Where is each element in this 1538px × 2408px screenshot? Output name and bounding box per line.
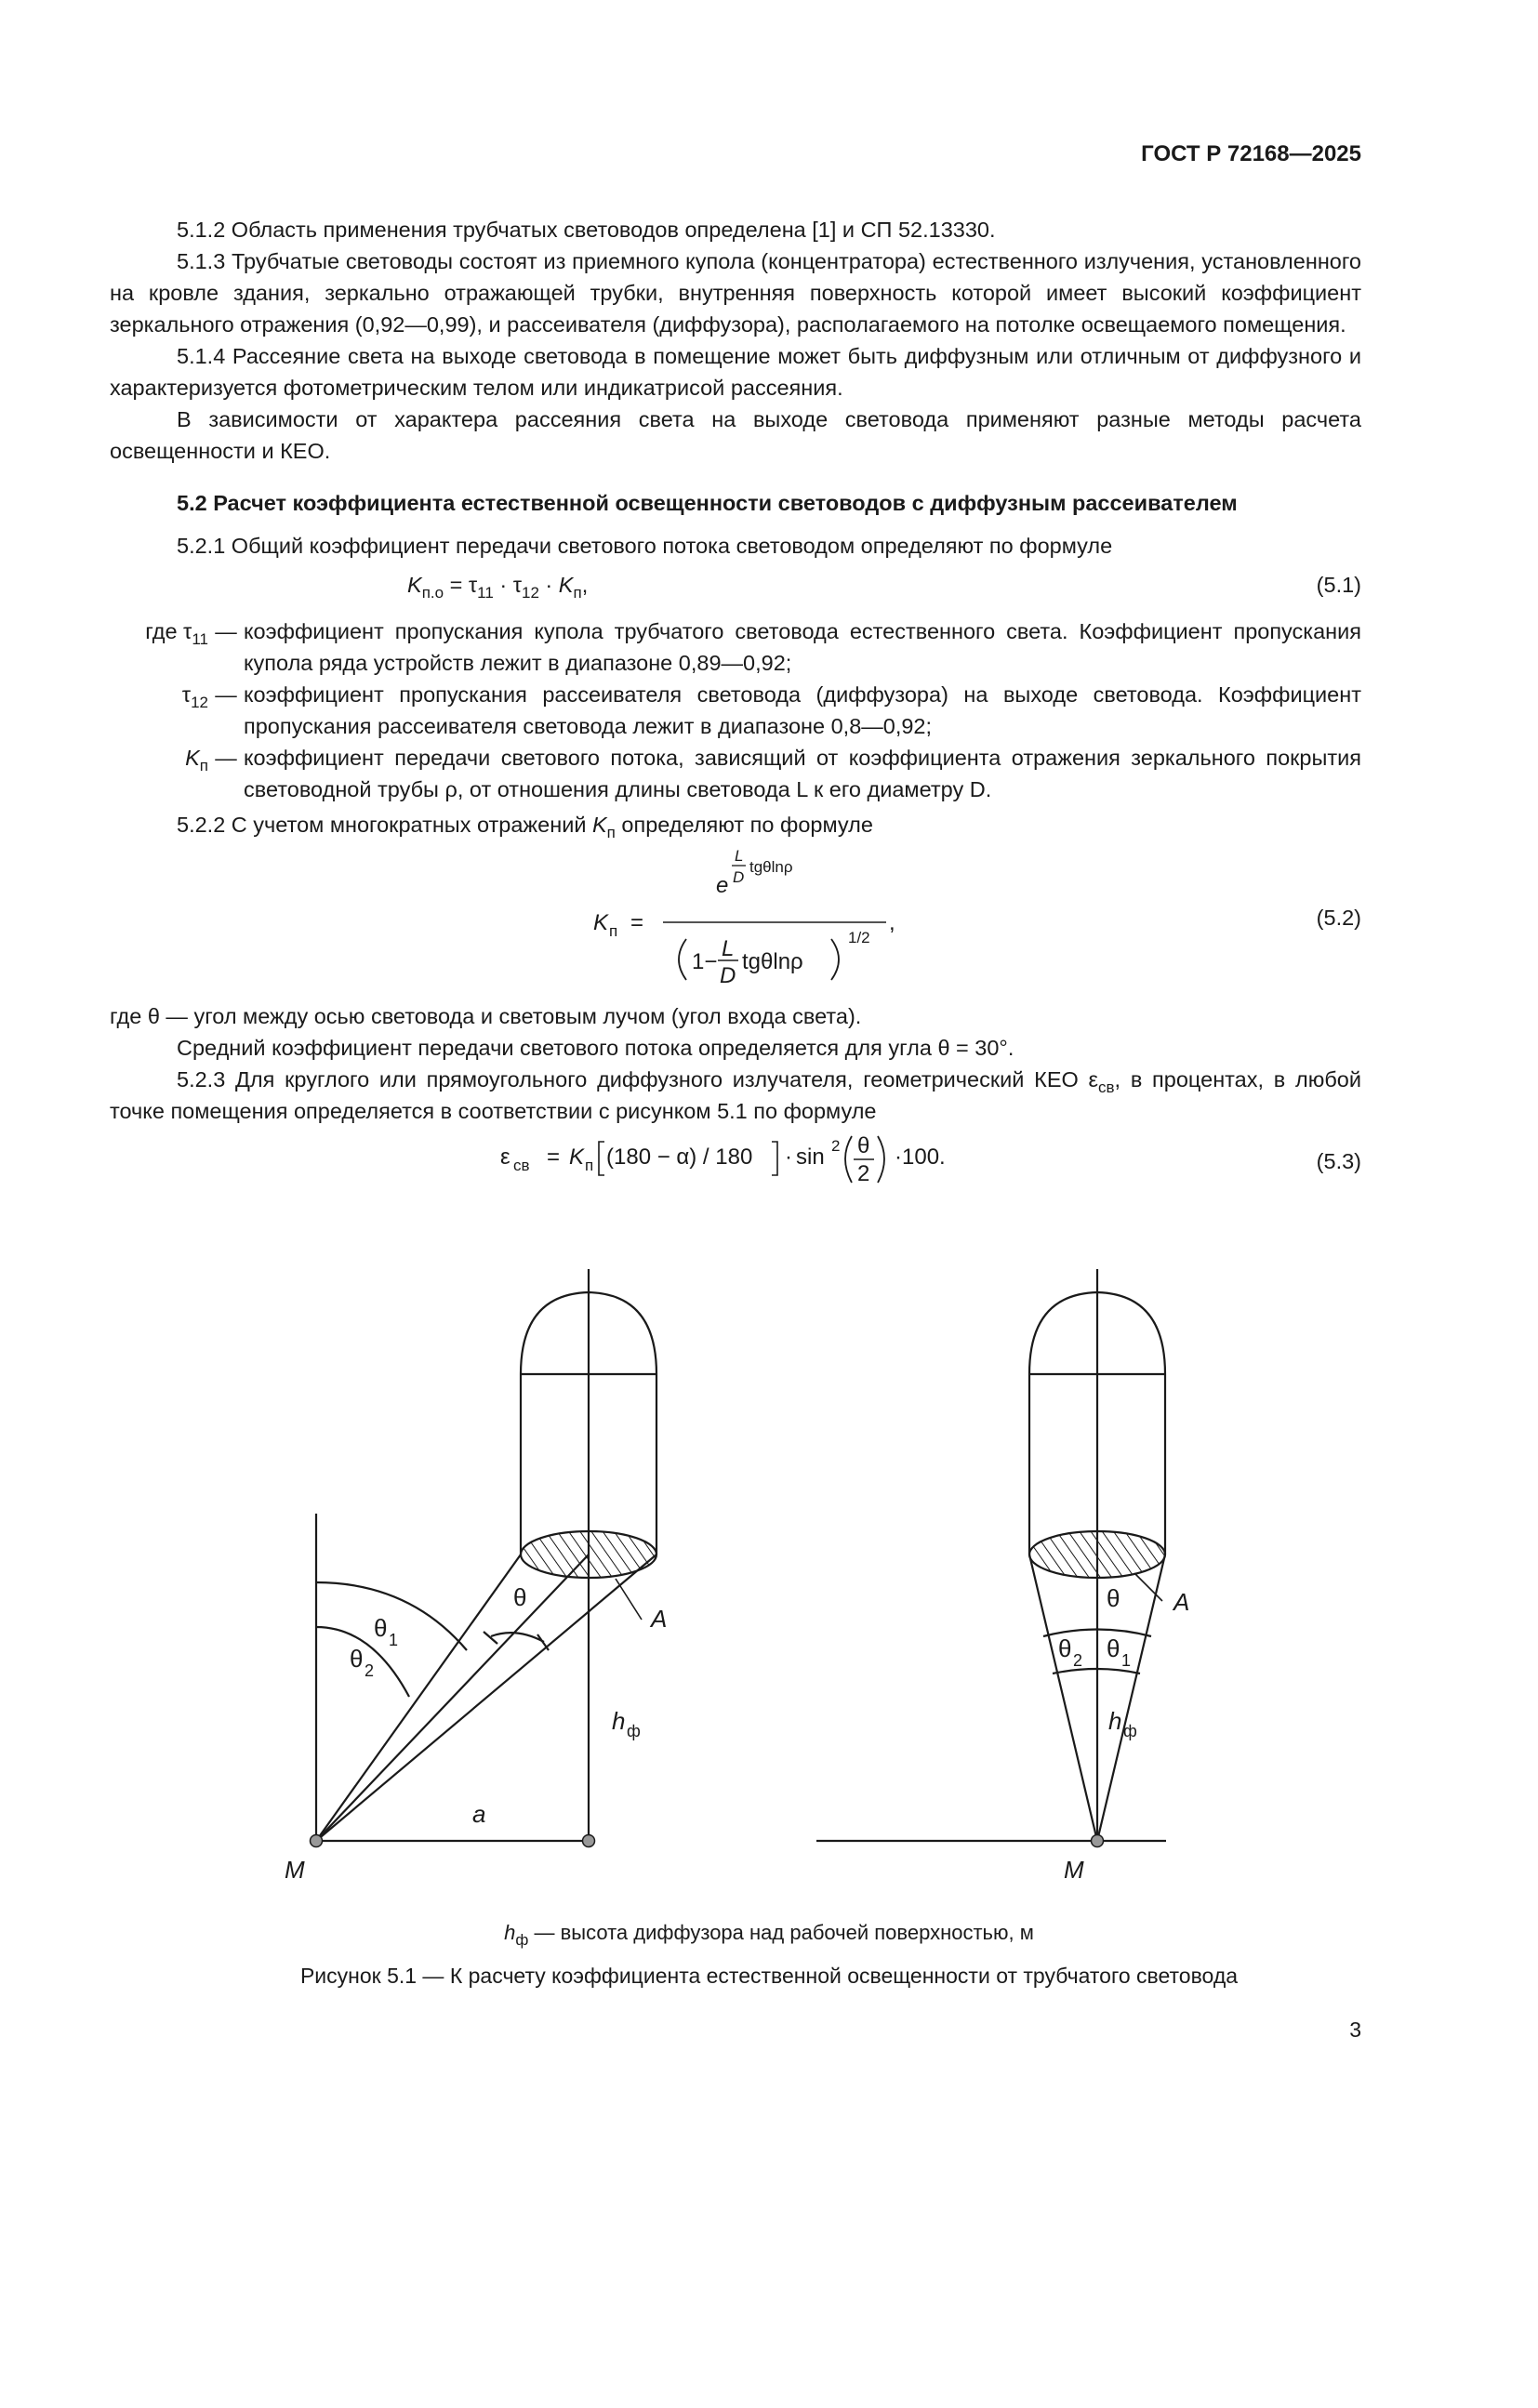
- formula-number: (5.1): [1316, 573, 1361, 597]
- definition-subscript: 12: [191, 694, 208, 711]
- definition-prefix: где: [145, 619, 184, 643]
- left-label-a: a: [472, 1800, 486, 1828]
- note-text: — высота диффузора над рабочей поверхностью, м: [528, 1921, 1034, 1944]
- formula-5-2: [110, 840, 1361, 1000]
- left-pointer-A: [616, 1579, 642, 1620]
- left-label-theta1: θ: [374, 1614, 388, 1642]
- paragraph-5-1-2: 5.1.2 Область применения трубчатых световодов определена [1] и СП 52.13330.: [177, 218, 996, 242]
- formula-right-paren: [831, 939, 839, 980]
- formula-den-D: D: [720, 963, 736, 988]
- left-label-theta2: θ: [350, 1645, 364, 1673]
- definition-text: коэффициент пропускания купола трубчатого световода естественного света. Коэффициент пропускания купола ряда устройств лежит в диапазоне 0,89—0,92;: [244, 619, 1361, 675]
- formula-5-3: [110, 1127, 1361, 1194]
- formula-left-paren: [679, 939, 686, 980]
- left-label-A: A: [651, 1605, 668, 1633]
- definition-dash: —: [215, 746, 237, 770]
- definition-dash: —: [215, 682, 237, 707]
- left-point-base: [583, 1835, 595, 1847]
- formula-5-3-svg: [500, 1127, 1077, 1194]
- formula-bracket-body: (180 − α) / 180: [606, 1144, 753, 1170]
- formula-text: ·: [538, 573, 559, 597]
- definitions-list: [110, 615, 1361, 805]
- right-diffuser: [1029, 1531, 1165, 1578]
- definition-item: [110, 615, 1361, 679]
- formula-k-sub: п: [585, 1157, 594, 1174]
- formula-e: e: [716, 873, 729, 898]
- formula-right-paren: [878, 1136, 884, 1183]
- right-label-theta2: θ: [1058, 1634, 1072, 1662]
- definition-item: [110, 679, 1361, 742]
- definition-item: [110, 742, 1361, 805]
- page-body: [110, 214, 1361, 1194]
- formula-one-minus: 1−: [692, 949, 718, 974]
- inline-symbol: K: [591, 813, 607, 837]
- inline-subscript: св: [1098, 1078, 1115, 1096]
- formula-power: 1/2: [848, 929, 870, 946]
- paragraph-5-2-2: [110, 809, 1361, 840]
- formula-eq: =: [630, 910, 644, 935]
- paragraph-text: 5.2.2 С учетом многократных отражений: [177, 813, 592, 837]
- right-label-h: h: [1108, 1707, 1122, 1735]
- left-arc-theta: [491, 1633, 544, 1642]
- formula-text: ,: [581, 573, 589, 597]
- right-label-theta: θ: [1107, 1584, 1120, 1612]
- formula-den-L: L: [722, 936, 735, 961]
- formula-sin: sin: [796, 1144, 825, 1170]
- note-subscript: ф: [515, 1931, 529, 1949]
- document-code: ГОСТ Р 72168—2025: [1141, 141, 1361, 166]
- where-theta: где θ — угол между осью световода и световым лучом (угол входа света).: [110, 1004, 862, 1028]
- right-diagram: [816, 1269, 1166, 1841]
- formula-number: (5.3): [1316, 1149, 1361, 1173]
- formula-right-bracket: [772, 1142, 777, 1175]
- definition-symbol: τ: [183, 619, 192, 643]
- left-label-theta1-sub: 1: [389, 1631, 399, 1649]
- figure-5-1: [0, 1255, 1538, 2408]
- inline-subscript: п: [606, 824, 616, 841]
- formula-5-2-svg: [575, 840, 1040, 1000]
- formula-subscript: 12: [521, 584, 539, 602]
- formula-dot: ·: [785, 1144, 792, 1170]
- definition-symbol: K: [185, 746, 200, 770]
- section-heading-5-2: 5.2 Расчет коэффициента естественной освещенности световодов с диффузным рассеивателем: [177, 491, 1238, 515]
- paragraph-methods: В зависимости от характера рассеяния света на выходе световода применяют разные методы расчета освещенности и КЕО.: [110, 407, 1361, 463]
- definition-subscript: п: [199, 757, 208, 774]
- left-ray-1: [316, 1555, 521, 1841]
- definition-text: коэффициент пропускания рассеивателя световода (диффузора) на выходе световода. Коэффициент пропускания рассеивателя световода лежит в диапазоне 0,8—0,92;: [244, 682, 1361, 738]
- formula-text: · τ: [493, 573, 522, 597]
- formula-symbol: K: [558, 573, 574, 597]
- formula-subscript: п.о: [421, 584, 444, 602]
- formula-exp-L: L: [735, 847, 744, 865]
- formula-left-paren: [845, 1136, 852, 1183]
- formula-theta: θ: [857, 1133, 870, 1158]
- formula-exp-D: D: [733, 868, 745, 886]
- formula-subscript: 11: [477, 584, 494, 602]
- formula-tail: ·100.: [895, 1144, 946, 1170]
- formula-symbol: K: [407, 573, 422, 597]
- right-ray-1: [1029, 1555, 1097, 1841]
- formula-k: K: [569, 1144, 585, 1170]
- right-label-theta1-sub: 1: [1121, 1651, 1132, 1670]
- paragraph-5-2-1: 5.2.1 Общий коэффициент передачи светового потока световодом определяют по формуле: [177, 534, 1113, 558]
- paragraph-5-1-4: 5.1.4 Рассеяние света на выходе световода в помещение может быть диффузным или отличным от диффузного и характеризуется фотометрическим телом или индикатрисой рассеяния.: [110, 344, 1361, 400]
- formula-lhs: K: [593, 910, 609, 935]
- formula-eps-sub: св: [513, 1157, 530, 1174]
- formula-sin-power: 2: [831, 1137, 841, 1155]
- formula-5-1: [110, 562, 1361, 610]
- left-label-h: h: [612, 1707, 626, 1735]
- definition-text: коэффициент передачи светового потока, зависящий от коэффициента отражения зеркального покрытия световодной трубы ρ, от отношения длины световода L к его диаметру D.: [244, 746, 1361, 801]
- paragraph-text: , в процентах, в любой точке помещения определяется в соответствии с рисунком 5.1 по формуле: [110, 1067, 1361, 1123]
- right-point-M: [1092, 1835, 1104, 1847]
- left-label-h-sub: ф: [627, 1722, 641, 1740]
- page-number: 3: [1349, 2018, 1361, 2042]
- formula-text: = τ: [444, 573, 478, 597]
- left-label-M: M: [285, 1856, 305, 1884]
- paragraph-text: 5.2.3 Для круглого или прямоугольного диффузного излучателя, геометрический КЕО ε: [177, 1067, 1099, 1092]
- figure-caption: Рисунок 5.1 — К расчету коэффициента естественной освещенности от трубчатого световода: [299, 1964, 1239, 1988]
- figure-note: [0, 1921, 1538, 1949]
- formula-subscript: п: [573, 584, 582, 602]
- formula-lhs-sub: п: [609, 922, 618, 940]
- left-point-M: [311, 1835, 323, 1847]
- formula-den-tail: tgθlnρ: [742, 949, 803, 974]
- left-label-theta2-sub: 2: [365, 1661, 375, 1680]
- definition-symbol: τ: [181, 682, 192, 707]
- paragraph-5-2-3: [110, 1064, 1361, 1127]
- formula-eq: =: [547, 1144, 561, 1170]
- left-diagram: [316, 1269, 656, 1841]
- left-tick-2: [537, 1634, 549, 1650]
- average-coefficient: Средний коэффициент передачи светового потока определяется для угла θ = 30°.: [177, 1036, 1014, 1060]
- note-symbol: h: [504, 1921, 516, 1944]
- formula-two: 2: [857, 1161, 870, 1186]
- paragraph-text: определяют по формуле: [615, 813, 873, 837]
- left-ray-axis: [316, 1555, 589, 1841]
- paragraph-5-1-3: 5.1.3 Трубчатые световоды состоят из приемного купола (концентратора) естественного излучения, установленного на кровле здания, зеркально отражающей трубки, внутренняя поверхность которой имеет высокий коэффициент зеркального отражения (0,92—0,99), и рассеивателя (диффузора), располагаемого на потолке освещаемого помещения.: [110, 249, 1361, 337]
- right-label-theta2-sub: 2: [1073, 1651, 1083, 1670]
- left-ray-2: [316, 1555, 656, 1841]
- definition-dash: —: [215, 619, 237, 643]
- left-tick-1: [484, 1632, 497, 1644]
- right-label-theta1: θ: [1107, 1634, 1120, 1662]
- formula-exp-tail: tgθlnρ: [749, 858, 793, 876]
- right-label-A: A: [1173, 1588, 1190, 1616]
- formula-number: (5.2): [1316, 906, 1361, 930]
- formula-eps: ε: [500, 1144, 510, 1170]
- right-label-h-sub: ф: [1123, 1722, 1137, 1740]
- right-label-M: M: [1064, 1856, 1084, 1884]
- definition-subscript: 11: [192, 630, 208, 648]
- formula-left-bracket: [599, 1142, 604, 1175]
- left-label-theta: θ: [513, 1583, 527, 1611]
- formula-comma: ,: [889, 910, 895, 935]
